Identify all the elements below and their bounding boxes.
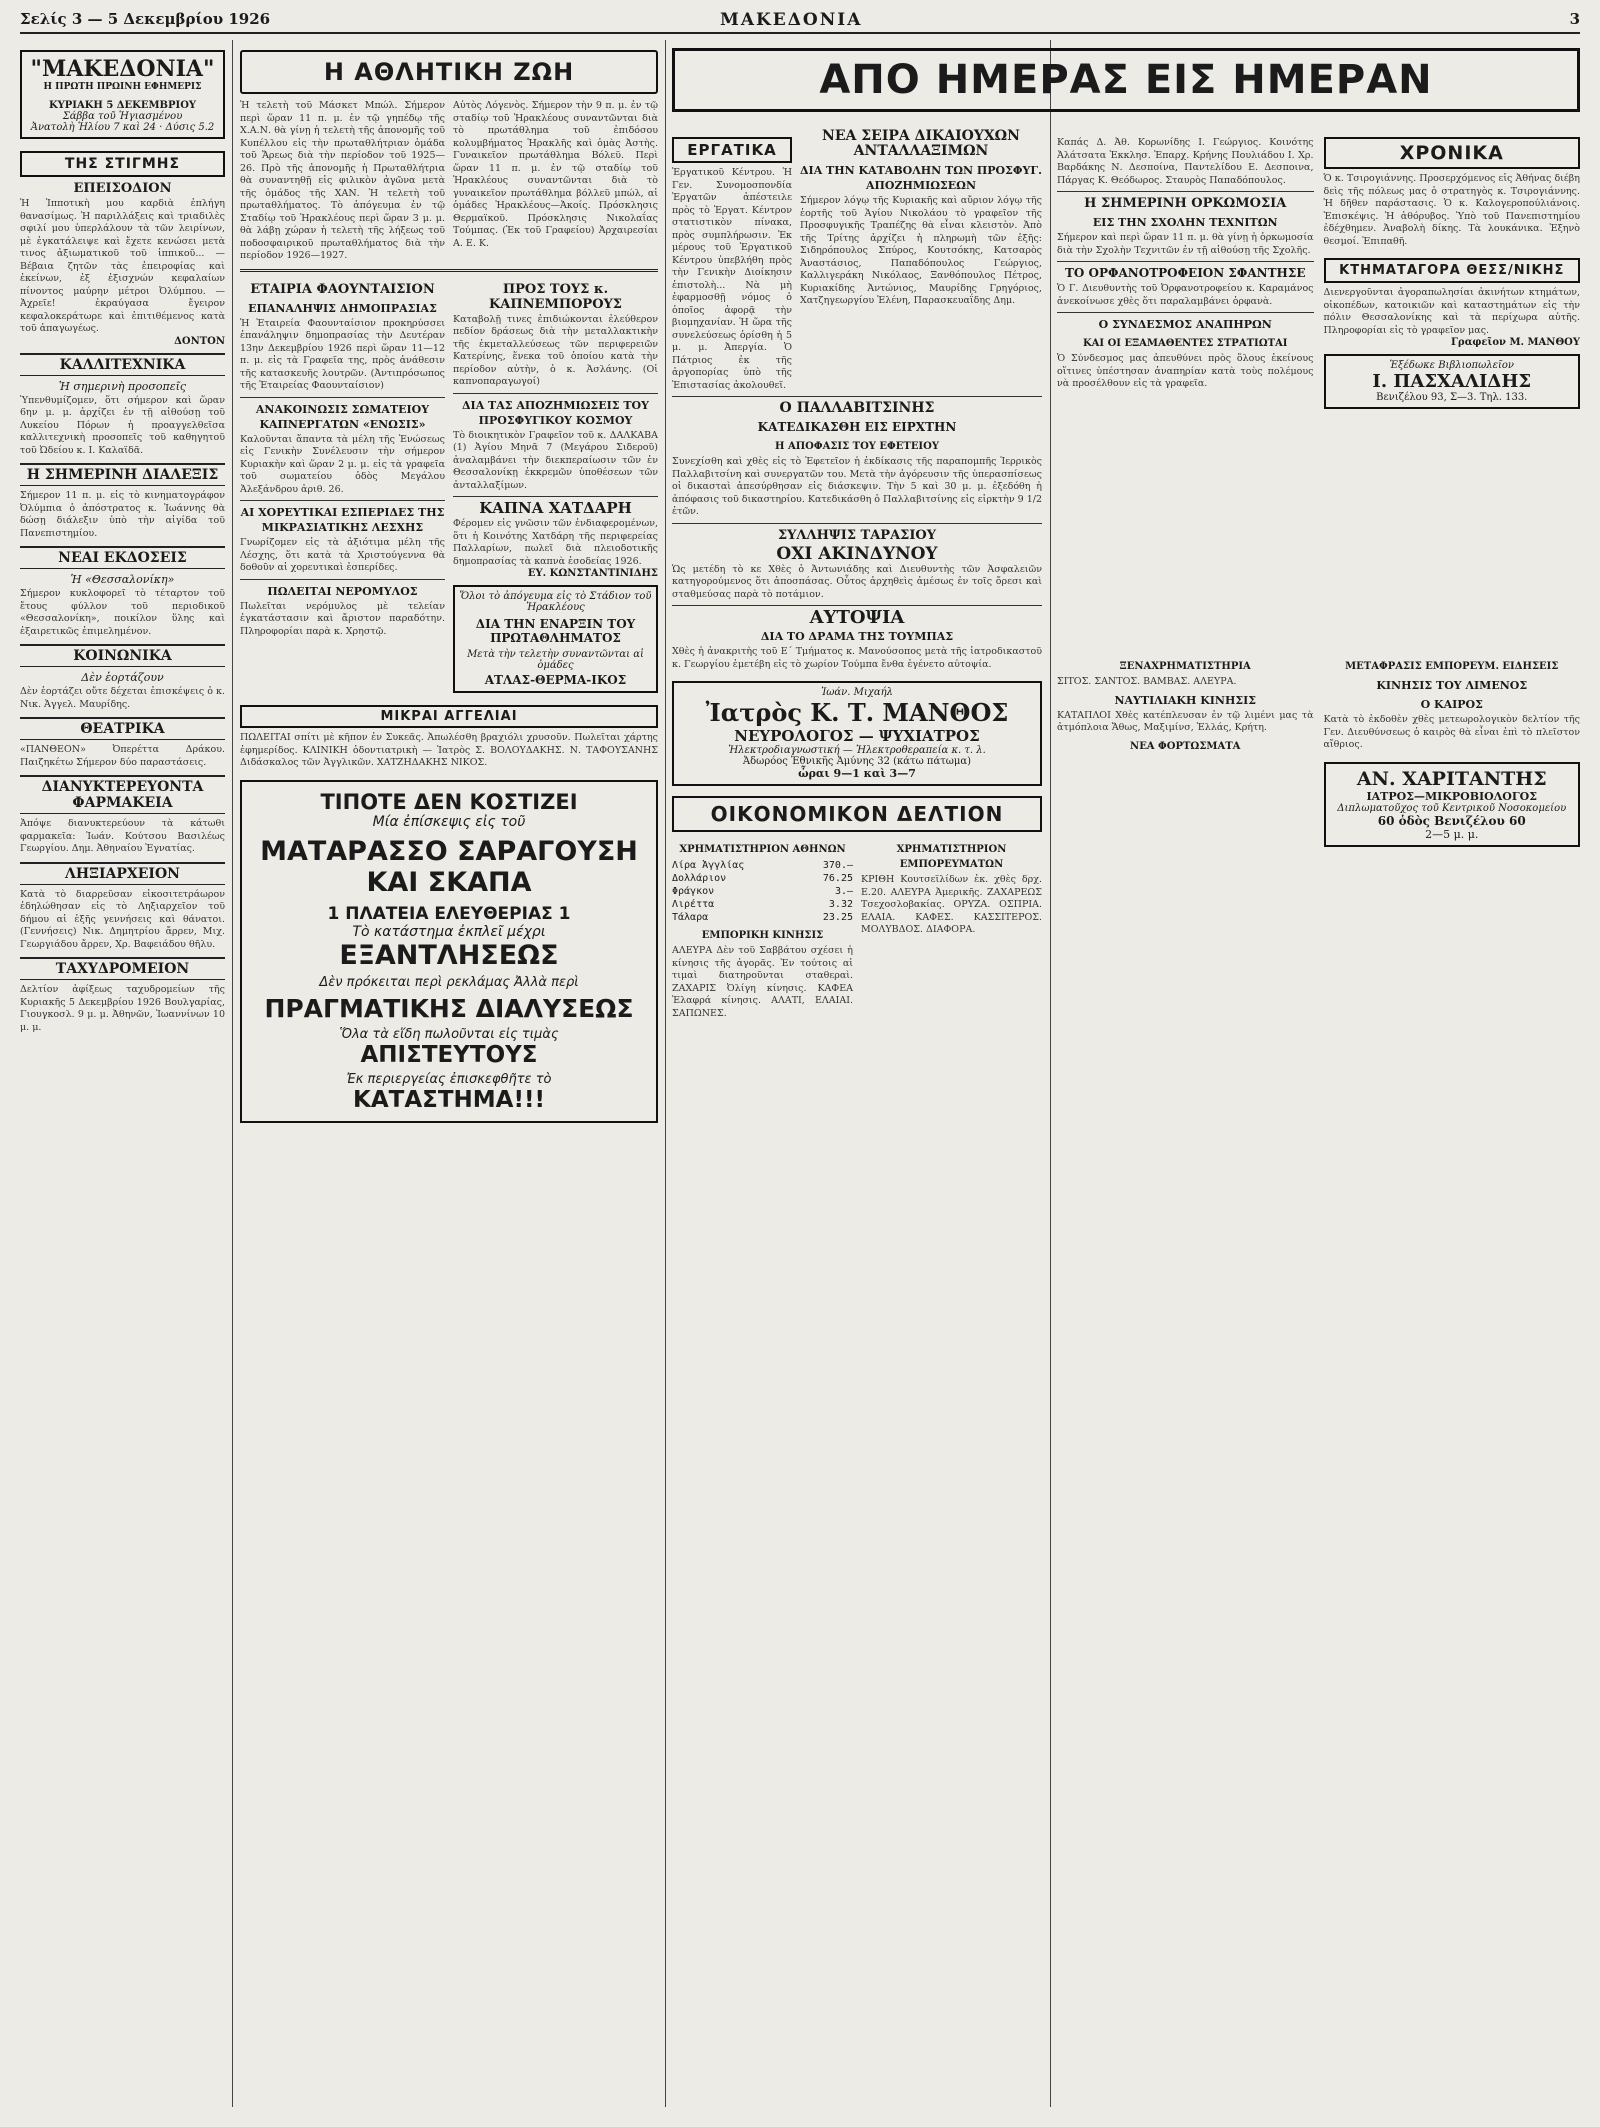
markets-continued bbox=[1057, 655, 1314, 853]
article-body: ΣΙΤΟΣ. ΣΑΝΤΟΣ. ΒΑΜΒΑΣ. ΑΛΕΥΡΑ. bbox=[1057, 676, 1237, 687]
center-column bbox=[672, 125, 1042, 2107]
notices-left bbox=[240, 278, 445, 700]
article-subtitle: Ἡ «Θεσσαλονίκη» bbox=[70, 573, 175, 586]
article-body: Δὲν ἑορτάζει οὔτε δέχεται ἐπισκέψεις ὁ κ. Νικ. Ἀγγελ. Μαυρίδης. bbox=[20, 686, 225, 710]
article-body: Συνεχίσθη καὶ χθὲς εἰς τὸ Ἐφετεῖον ἡ ἐκδίκασις τῆς παραπομπῆς Ἱερρικὸς Παλλαβιτσίνη καὶ συνεργατῶν του. Μετὰ τὴν ἀγόρευσιν τῆς ὑπερασπίσεως οἱ δικασταὶ ἀπεσύρθησαν εἰς διάσκεψιν. Τὴν 5 καὶ 30 μ. μ. ἐξεδόθη ἡ ἀπόφασις τοῦ δικαστηρίου. Κατεδικάσθη ὁ Παλλαβιτσίνης εἰς εἱρκτὴν 9 1/2 ἐτῶν. bbox=[672, 456, 1042, 517]
exchange-table bbox=[672, 859, 853, 924]
article-body: Πωλεῖται νερόμυλος μὲ τελείαν ἐγκατάστασιν καὶ ἄριστον παραδότην. Πληροφορίαι παρὰ κ. Χρηστῷ. bbox=[240, 600, 445, 637]
sports-column bbox=[240, 40, 658, 2107]
ad-line: Δὲν πρόκειται περὶ ρεκλάμας Ἀλλὰ περὶ bbox=[319, 974, 579, 990]
article-subtitle: Η ΑΠΟΦΑΣΙΣ ΤΟΥ ΕΦΕΤΕΙΟΥ bbox=[775, 441, 939, 452]
exchange-row: Δολλάριον 76.25 bbox=[672, 873, 853, 884]
article-body: Φέρομεν εἰς γνῶσιν τῶν ἐνδιαφερομένων, ὅτι ἡ Κοινότης Χατδάρη τῆς περιφερείας Παλλαρίων, πωλεῖ διὰ πλειοδοτικῆς δημοπρασίας τὰ καπνὰ ἐσοδείας 1926. bbox=[453, 518, 658, 567]
section-subheader: ΜΕΤΑΦΡΑΣΙΣ ΕΜΠΟΡΕΥΜ. ΕΙΔΗΣΕΙΣ bbox=[1345, 661, 1559, 672]
article-body: Αὐτὸς Λόγενὸς. Σήμερον τὴν 9 π. μ. ἐν τῷ σταδίῳ τοῦ Ἡρακλέους συναντῶνται διὰ τὸ πρωτάθλημα τοῦ ἐπιδόσου κολυμβήματος Ἡρακλῆς καὶ ὁμὰς Ἀστὴς. Γυναικεῖον πρωτάθλημα Βόλεϋ. Περὶ ὥραν 11 π. μ. ἐν τῷ σταδίῳ τοῦ Ἡρακλέους συναντῶνται διὰ τὸ γυναικεῖον πρωτάθλημα βόλλεϋ μπώλ, αἱ ὁμάδες Ἡρακλέους—Ἀκοίς. Πρόσκλησις Θερμαϊκοῦ. Πρόσκλησις Νικολαΐας Τούμπας. (Ἐκ τοῦ Γραφείου) Ἀρχαιρεσίαι Α. Ε. Κ. bbox=[453, 100, 658, 249]
ad-line: Μία ἐπίσκεψις εἰς τοῦ bbox=[372, 813, 526, 830]
article-body: Καπάς Δ. Ἀθ. Κορωνίδης Ι. Γεώργιος. Κοινότης Ἀλάτσατα Ἐκκλησ. Ἐπαρχ. Κρήνης Πουλιάδου Ι. Χρ. Βαρδάκης Ν. Δεσποίνα, Παντελίδου Ε. Δεσποινα, Πάργας Κ. Θεόδωρος. Σταυρὸς Παπαδόπουλος. bbox=[1057, 137, 1314, 186]
article-body: Καταβολῇ τινες ἐπιδιώκονται ἐλεύθερον πεδίον δράσεως διὰ τὴν μεταλλακτικὴν τῆς ἐκμεταλλεύσεως τῶν περιφερειῶν Κατερίνης, ἕνεκα τοῦ ὁποίου κατὰ τὴν περίοδον αὐτὴν, ὁ κ. Ἀσλάνης. (Οἱ καπνοπαραγωγοί) bbox=[453, 313, 658, 387]
article-subtitle: Ἡ σημερινὴ προσοπεῖς bbox=[58, 379, 187, 393]
exchange-row: Λίρα Ἀγγλίας 370.— bbox=[672, 860, 853, 871]
labor-news bbox=[672, 125, 792, 392]
article-signature: ΔΟΝΤΟΝ bbox=[174, 335, 225, 347]
section-subheader: ΧΡΗΜΑΤΙΣΤΗΡΙΟΝ ΑΘΗΝΩΝ bbox=[679, 844, 846, 855]
ad-line: ΚΑΙ ΣΚΑΠΑ bbox=[366, 866, 532, 898]
ad-line: Ἐκ περιεργείας ἐπισκεφθῆτε τὸ bbox=[346, 1071, 552, 1087]
article-body: Γνωρίζομεν εἰς τὰ ἀξιότιμα μέλη τῆς Λέσχης, ὅτι κατὰ τὰ Χριστούγεννα θὰ δοθοῦν αἱ χορευτικαὶ ἑσπερίδες. bbox=[240, 537, 445, 573]
masthead-box bbox=[20, 50, 225, 139]
article-body: Σήμερον κυκλοφορεῖ τὸ τέταρτον τοῦ ἔτους φύλλον τοῦ περιοδικοῦ «Θεσσαλονίκη», ποικίλον ὕλης καὶ ἐξαιρετικῶς ἐπιμελημένον. bbox=[20, 588, 225, 637]
section-header: ΛΗΞΙΑΡΧΕΙΟΝ bbox=[20, 862, 225, 885]
section-subheader: ΝΑΥΤΙΛΙΑΚΗ ΚΙΝΗΣΙΣ bbox=[1114, 693, 1257, 707]
article-title: ΝΕΑ ΣΕΙΡΑ ΔΙΚΑΙΟΥΧΩΝ ΑΝΤΑΛΛΑΞΙΜΩΝ bbox=[822, 128, 1020, 159]
article-subtitle: ΚΑΤΕΔΙΚΑΣΘΗ ΕΙΣ ΕΙΡΧΤΗΝ bbox=[757, 420, 957, 434]
left-column bbox=[20, 40, 225, 2107]
article-body: Κατὰ τὸ διαρρεῦσαν εἰκοσιτετράωρον ἐδηλώθησαν εἰς τὸ Ληξιαρχεῖον τοῦ δήμου αἱ ἑξῆς γεννήσεις καὶ θάνατοι. (Γεννήσεις) Νικ. Δημητρίου ἄρρεν, Μιχ. Γεωργιάδου ἄρρεν, Χρ. Βαφειάδου θῆλυ. bbox=[20, 888, 225, 950]
article-body: Σήμερον καὶ περὶ ὥραν 11 π. μ. θὰ γίνῃ ἡ ὁρκωμοσία διὰ τὴν Σχολὴν Τεχνιτῶν ἐν τῇ αἰθούσῃ τῆς Σχολῆς. bbox=[1057, 232, 1314, 256]
economic-columns bbox=[672, 838, 1042, 1020]
article-body: Ὁ Γ. Διευθυντὴς τοῦ Ὀρφανοτροφείου κ. Καραμάνος ἀνεκοίνωσε χθὲς ὅτι παραλαμβάνει ὁρφανὰ. bbox=[1057, 283, 1314, 307]
ad-line: Ὅλα τὰ εἴδη πωλοῦνται εἰς τιμὰς bbox=[339, 1026, 559, 1042]
rule bbox=[672, 605, 1042, 606]
ad-line: ΕΞΑΝΤΛΗΣΕΩΣ bbox=[339, 939, 559, 971]
article-title: ΔΙΑ ΤΑΣ ΑΠΟΖΗΜΙΩΣΕΙΣ ΤΟΥ ΠΡΟΣΦΥΓΙΚΟΥ ΚΟΣΜΟΥ bbox=[462, 398, 649, 427]
article-title: ΑΥΤΟΨΙΑ bbox=[809, 607, 905, 628]
article-subtitle: ΟΧΙ ΑΚΙΝΔΥΝΟΥ bbox=[776, 543, 938, 564]
article-signature: ΕΥ. ΚΩΝΣΤΑΝΤΙΝΙΔΗΣ bbox=[527, 568, 658, 579]
section-header: ΝΕΑΙ ΕΚΔΟΣΕΙΣ bbox=[20, 546, 225, 569]
ad-line: Ι. ΠΑΣΧΑΛΙΔΗΣ bbox=[1372, 371, 1532, 392]
ad-line: Βενιζέλου 93, Σ—3. Τηλ. 133. bbox=[1376, 392, 1528, 403]
store-advertisement bbox=[240, 780, 658, 1123]
rule bbox=[240, 500, 445, 501]
column-rule bbox=[232, 40, 233, 2107]
article-body: Διενεργοῦνται ἀγοραπωλησίαι ἀκινήτων κτημάτων, οἰκοπέδων, κατοικιῶν καὶ καταστημάτων εἰς τὴν πόλιν Θεσσαλονίκης καὶ τὰ περίχωρα αὐτῆς. Πληροφορίαι εἰς τὸ γραφεῖον μας. bbox=[1323, 287, 1580, 336]
section-header: ΘΕΑΤΡΙΚΑ bbox=[20, 717, 225, 740]
section-subheader: ΝΕΑ ΦΟΡΤΩΣΜΑΤΑ bbox=[1130, 740, 1241, 752]
column-rule bbox=[665, 40, 666, 2107]
article-body: ΚΑΤΑΠΛΟΙ Χθὲς κατέπλευσαν ἐν τῷ λιμένι μας τὰ ἀτμόπλοια Ἄθως, Μαξιμίνσ, Ἑλλάς, Κρήτη. bbox=[1057, 709, 1314, 733]
section-header: ΕΡΓΑΤΙΚΑ bbox=[672, 137, 792, 163]
ad-line: Ἰατρὸς Κ. Τ. ΜΑΝΘΟΣ bbox=[705, 698, 1009, 727]
notice-line: Μετὰ τὴν τελετὴν συναντῶνται αἱ ὁμάδες bbox=[467, 649, 644, 671]
article-body: «ΠΑΝΘΕΟΝ» Ὀπερέττα Δράκου. Παιζηκέτω Σήμερον δύο παραστάσεις. bbox=[20, 744, 225, 768]
article-body: Ἡ Ἰπποτικὴ μου καρδιὰ ἐπλήγη θανασίμως. Ἡ παριλλάξεις καὶ τριαδιλὲς σφιλί μου ὑπερλάλουν τὰ τῶν λειρίνων, μὲ ἐγκατάλειψε καὶ ἔχετε κενώσει μετὰ τινος ἀξιωματικοῦ τοῦ ἱππικοῦ... — Βέβαια ζητῶν τὰς ἐπειροφίας καὶ ἐκείνων, ἐξ ἐξισχνών κεφαλαίων πίνοντος μαύρην μέτροι Ὀλύμπου. — Ἀχρεῖε! ἐκραύγασα ἔγειρον κεφαλοκεράτωρε καὶ ἐπιτιθέμενος κατὰ τοῦ ἀπαγωγέως. bbox=[20, 198, 225, 334]
right-bottom bbox=[1057, 655, 1580, 853]
article-body: Ὁ κ. Τσιρογιάννης. Προσερχόμενος εἰς Ἀθήνας διέβη δεὶς τῆς πόλεως μας ὁ στρατηγὸς κ. Τσιρογιάννης. Ἡ δῆθεν παράστασις. Ὁ κ. Καλογεροπούλιάνοις. Ἐπισκέψις. Ἡ ἀθόρυβος. Ὑπὸ τοῦ Πανεπιστημίου ἐδέχθημεν. Ἀναβολὴ δίκης. Τὰ λουκάνικα. Ἐξηνὸ θεσμοί. Ἐπιπαθῆ. bbox=[1323, 173, 1580, 247]
ad-line: ΙΑΤΡΟΣ—ΜΙΚΡΟΒΙΟΛΟΓΟΣ bbox=[1366, 789, 1538, 803]
ad-line: Ἰωάν. Μιχαήλ bbox=[821, 687, 893, 698]
refugee-list-continued bbox=[1057, 125, 1314, 415]
section-subheader: ΧΡΗΜΑΤΙΣΤΗΡΙΟΝ ΕΜΠΟΡΕΥΜΑΤΩΝ bbox=[896, 844, 1007, 870]
ad-line: ὧραι 9—1 καὶ 3—7 bbox=[798, 767, 916, 780]
ad-line: 60 ὁδὸς Βενιζέλου 60 bbox=[1377, 813, 1526, 828]
middle-block bbox=[240, 278, 658, 700]
section-subheader: ΕΜΠΟΡΙΚΗ ΚΙΝΗΣΙΣ bbox=[701, 930, 824, 941]
economic-header: ΟΙΚΟΝΟΜΙΚΟΝ ΔΕΛΤΙΟΝ bbox=[672, 796, 1042, 832]
ad-line: ΑΠΙΣΤΕΥΤΟΥΣ bbox=[360, 1041, 538, 1068]
classifieds-header: ΜΙΚΡΑΙ ΑΓΓΕΛΙΑΙ bbox=[240, 705, 658, 728]
article-title: ΑΝΑΚΟΙΝΩΣΙΣ ΣΩΜΑΤΕΙΟΥ ΚΑΠΝΕΡΓΑΤΩΝ «ΕΝΩΣΙΣ» bbox=[255, 402, 430, 431]
article-body: Ἡ τελετὴ τοῦ Μάσκετ Μπώλ. Σήμερον περὶ ὥραν 11 π. μ. ἐν τῷ γηπέδῳ τῆς Χ.Α.Ν. θὰ γίνῃ ἡ τελετὴ τῆς ἀπονομῆς τοῦ Κυπέλλου εἰς τὴν πρωταθλήτριαν ὁμάδα τοῦ Ἄρεως διὰ τὴν περίοδον τοῦ 1925—26. Πρὸ τῆς ἀπονομῆς ἡ Πρωταθλήτρια θὰ συναντηθῇ εἰς φιλικὸν ἀγῶνα μετὰ τῆς ὁμάδος τῆς ΧΑΝ. Ἡ τελετὴ τοῦ πρωταθλήματος. Τὸ ἀπόγευμα ἐν τῷ Σταδίῳ τοῦ Ἡρακλέους περὶ ὥραν 3 μ. μ. θὰ λάβῃ χώραν ἡ τελετὴ τῆς λήξεως τοῦ ποδοσφαιρικοῦ πρωταθλήματος διὰ τὴν περίοδον 1926—1927. bbox=[240, 100, 445, 261]
ad-line: Ἠλεκτροδιαγνωστική — Ἠλεκτροθεραπεία κ. τ. λ. bbox=[728, 745, 986, 756]
article-subtitle: Δὲν ἑορτάζουν bbox=[81, 671, 164, 684]
rule bbox=[1057, 261, 1314, 262]
ad-line: ΜΑΤΑΡΑΣΣΟ ΣΑΡΑΓΟΥΣΗ bbox=[260, 835, 638, 867]
article-subtitle: ΚΑΙ ΟΙ ΕΞΑΜΑΘΕΝΤΕΣ ΣΤΡΑΤΙΩΤΑΙ bbox=[1082, 338, 1288, 349]
section-subheader: ΞΕΝΑΧΡΗΜΑΤΙΣΤΗΡΙΑ bbox=[1119, 661, 1251, 672]
rule bbox=[1057, 191, 1314, 192]
section-header: Η ΣΗΜΕΡΙΝΗ ΔΙΑΛΕΞΙΣ bbox=[20, 463, 225, 486]
section-header: ΚΑΛΛΙΤΕΧΝΙΚΑ bbox=[20, 353, 225, 376]
economic-left bbox=[672, 838, 853, 1020]
section-header: ΚΤΗΜΑΤΑΓΟΡΑ ΘΕΣΣ/ΝΙΚΗΣ bbox=[1324, 258, 1581, 283]
exchange-row: Λιρέττα 3.32 bbox=[672, 899, 853, 910]
article-body: Ἐργατικοῦ Κέντρου. Ἡ Γεν. Συνομοσπονδία Ἐργατῶν ἀπέστειλε πρὸς τὸ Ἐργατ. Κέντρον στατιστικὸν πίνακα, πρὸς συμπλήρωσιν. Ἐκ μέρους τοῦ Ἐργατικοῦ Κέντρου ὑπεβλήθη πρὸς τὴν Γενικὴν Διοίκησιν ἐπιστολὴ... Νὰ μὴ ἐφαρμοσθῇ νόμος ὁ ὁποῖος ἀφορᾷ τὴν βιομηχανίαν. Ἡ ὥρα τῆς συνελεύσεως ὁρίσθη ἡ 5 μ. μ. Ἀπεργία. Ὁ Πάτριος ἐκ τῆς ἀργοπορίας ὑπὸ τῆς Ἐπιστασίας ἀκολουθεῖ. bbox=[672, 167, 792, 391]
article-title: ΣΥΛΛΗΨΙΣ ΤΑΡΑΣΙΟΥ bbox=[777, 527, 937, 543]
right-column bbox=[1057, 125, 1580, 2107]
article-title: Ο ΠΑΛΛΑΒΙΤΣΙΝΗΣ bbox=[779, 400, 935, 416]
physician-advertisement bbox=[1324, 762, 1581, 847]
masthead-subtitle: Η ΠΡΩΤΗ ΠΡΩΙΝΗ ΕΦΗΜΕΡΙΣ bbox=[43, 82, 202, 92]
rule bbox=[672, 523, 1042, 524]
article-body: ΑΛΕΥΡΑ Δὲν τοῦ Σαββάτου σχέσει ἡ κίνησις τῆς ἀγορᾶς. Ἐν τούτοις αἱ τιμαὶ διατηροῦνται σταθεραὶ. ΖΑΧΑΡΙΣ Ὀλίγη κίνησις. ΚΑΦΕΑ Ἐλαφρά κίνησις. ΑΛΑΤΙ, ΕΛΑΙΑΙ. ΣΑΠΩΝΕΣ. bbox=[672, 945, 853, 1019]
ad-line: ΤΙΠΟΤΕ ΔΕΝ ΚΟΣΤΙΖΕΙ bbox=[320, 789, 578, 814]
doctor-advertisement bbox=[672, 681, 1042, 786]
article-subtitle: ΔΙΑ ΤΟ ΔΡΑΜΑ ΤΗΣ ΤΟΥΜΠΑΣ bbox=[760, 630, 954, 643]
masthead-date: ΚΥΡΙΑΚΗ 5 ΔΕΚΕΜΒΡΙΟΥ bbox=[48, 100, 197, 111]
article-body: Χθὲς ἡ ἀνακριτὴς τοῦ Ε΄ Τμήματος κ. Μανούσοπος μετὰ τῆς ἰατροδικαστοῦ κ. Γεωργίου ἐμετέβη εἰς τὸ χωρίον Τούμπα ἔνθα ἐγένετο αὐτοψία. bbox=[672, 646, 1042, 670]
rule bbox=[1057, 312, 1314, 313]
section-subheader: ΚΙΝΗΣΙΣ ΤΟΥ ΛΙΜΕΝΟΣ bbox=[1376, 679, 1528, 692]
banner-title: ΑΠΟ ΗΜΕΡΑΣ ΕΙΣ ΗΜΕΡΑΝ bbox=[672, 48, 1580, 112]
newspaper-name: ΜΑΚΕΔΟΝΙΑ bbox=[720, 10, 863, 30]
article-title: ΚΑΠΝΑ ΧΑΤΔΑΡΗ bbox=[479, 499, 632, 517]
ad-line: ΠΡΑΓΜΑΤΙΚΗΣ ΔΙΑΛΥΣΕΩΣ bbox=[264, 993, 634, 1023]
section-subheader: Ο ΚΑΙΡΟΣ bbox=[1420, 698, 1483, 711]
article-body: Δελτίον ἀφίξεως ταχυδρομείων τῆς Κυριακῆς 5 Δεκεμβρίου 1926 Βουλγαρίας, Γιουγκοσλ. 9 μ. μ. Ἀθηνῶν, Ἰωαννίνων 10 μ. μ. bbox=[20, 984, 225, 1033]
section-header: ΧΡΟΝΙΚΑ bbox=[1324, 137, 1581, 169]
exchange-row: Φράγκον 3.— bbox=[672, 886, 853, 897]
section-header: ΔΙΑΝΥΚΤΕΡΕΥΟΝΤΑ ΦΑΡΜΑΚΕΙΑ bbox=[20, 775, 225, 814]
section-header: ΚΟΙΝΩΝΙΚΑ bbox=[20, 644, 225, 667]
article-body: Σήμερον 11 π. μ. εἰς τὸ κινηματογράφον Ὀλύμπια ὁ ἀπόστρατος κ. Ἰωάννης θὰ δώσῃ διάλεξιν ὑπὸ τὴν αἰγίδα τοῦ Πανεπιστημίου. bbox=[20, 490, 225, 539]
ad-line: ΝΕΥΡΟΛΟΓΟΣ — ΨΥΧΙΑΤΡΟΣ bbox=[734, 727, 980, 745]
page-header bbox=[20, 8, 1580, 34]
article-body: Τὸ διοικητικὸν Γραφεῖον τοῦ κ. ΔΑΛΚΑΒΑ (1) Ἀγίου Μηνᾶ 7 (Μεγάρου Σιδεροῦ) ἀναλαμβάνει τὴν διεκπεραίωσιν τῶν ἐν Θεσσαλονίκῃ ἐκκρεμῶν ὑποθέσεων τῶν ἀνταλλαξίμων. bbox=[453, 429, 658, 491]
notices-right bbox=[453, 278, 658, 700]
article-title: ΕΠΕΙΣΟΔΙΟΝ bbox=[73, 181, 172, 196]
article-body: Καλοῦνται ἅπαντα τὰ μέλη τῆς Ἐνώσεως εἰς Γενικὴν Συνέλευσιν τὴν σήμερον Κυριακὴν καὶ ὥραν 2 μ. μ. εἰς τὰ γραφεῖα τοῦ σωματείου ὁδὸς Μεγάλου Ἀλεξάνδρου ἀριθ. 26. bbox=[240, 433, 445, 495]
column-rule bbox=[1050, 40, 1051, 2107]
article-body: Ὡς μετέδη τὸ κε Χθὲς ὁ Ἀντωνιάδης καὶ Διευθυντὴς τῶν Ἀσφαλειῶν κατηγορούμενος ὅτι ἀποσπάσας. Οὗτος ἀρχηθεὶς ἀμέσως ἐν τοῖς ὄρεσι καὶ σταθμεύσας παρὰ τὸ ποτάμιον. bbox=[672, 563, 1042, 600]
masthead-sun: Ἀνατολὴ Ἡλίου 7 καὶ 24 · Δύσις 5.2 bbox=[30, 122, 215, 133]
classifieds-body: ΠΩΛΕΙΤΑΙ σπίτι μὲ κῆπον ἐν Συκεᾶς. Ἀπωλέσθη βραχιόλι χρυσοῦν. Πωλεῖται χάρτης ἐφημερίδος. ΚΛΙΝΙΚΗ ὀδοντιατρικὴ — Ἰατρὸς Σ. ΒΟΛΟΥΔΑΚΗΣ. Ν. ΤΑΦΟΥΣΑΝΗΣ Διδάσκαλος τῶν Ἀγγλικῶν. ΧΑΤΖΗΔΑΚΗΣ ΝΙΚΟΣ. bbox=[240, 732, 658, 768]
page-number: 3 bbox=[1569, 10, 1580, 28]
rule bbox=[240, 579, 445, 580]
stadium-notice-box bbox=[453, 585, 658, 693]
section-rule bbox=[240, 269, 658, 272]
port-weather bbox=[1324, 655, 1581, 853]
article-body: Ἡ Ἑταιρεία Φαουνταίσιον προκηρύσσει ἐπανάληψιν δημοπρασίας τὴν Δευτέραν 13ην Δεκεμβρίου 1926 περὶ ὥραν 11—12 π. μ. εἰς τὰ Γραφεῖα της, πρὸς ἀνάθεσιν τῆς κατασκευῆς λουτρῶν. (Ἀντιπρόσωπος τῆς Ἑταιρείας Φαουνταίσιον) bbox=[240, 317, 445, 391]
refugee-news bbox=[800, 125, 1042, 392]
article-subtitle: ΕΙΣ ΤΗΝ ΣΧΟΛΗΝ ΤΕΧΝΙΤΩΝ bbox=[1092, 216, 1278, 229]
article-title: ΑΙ ΧΟΡΕΥΤΙΚΑΙ ΕΣΠΕΡΙΔΕΣ ΤΗΣ ΜΙΚΡΑΣΙΑΤΙΚΗΣ ΛΕΣΧΗΣ bbox=[240, 506, 445, 534]
day-banner bbox=[672, 48, 1580, 112]
ad-line: ΑΝ. ΧΑΡΙΤΑΝΤΗΣ bbox=[1356, 767, 1547, 790]
article-signature: Γραφεῖον Μ. ΜΑΝΘΟΥ bbox=[1450, 337, 1580, 348]
bookstore-advertisement bbox=[1324, 354, 1581, 409]
notice-line: ΑΤΛΑΣ-ΘΕΡΜΑ-ΙΚΟΣ bbox=[484, 673, 627, 687]
ad-line: Ἐξέδωκε Βιβλιοπωλεῖον bbox=[1389, 360, 1514, 371]
article-title: ΠΩΛΕΙΤΑΙ ΝΕΡΟΜΥΛΟΣ bbox=[267, 584, 418, 598]
article-body: Ὑπενθυμίζομεν, ὅτι σήμερον καὶ ὥραν 6ην μ. μ. ἀρχίζει ἐν τῇ αἰθούσῃ τοῦ Λυκείου Πόρων ἡ προαγγελθεῖσα καλλιτεχνικὴ προσοπεῖς τοῦ καθηγητοῦ τοῦ Ὠδείου κ. Ι. Καλαϊδᾶ. bbox=[20, 394, 225, 456]
article-subtitle: ΔΙΑ ΤΗΝ ΚΑΤΑΒΟΛΗΝ ΤΩΝ ΠΡΟΣΦΥΓ. ΑΠΟΖΗΜΙΩΣΕΩΝ bbox=[800, 164, 1042, 192]
article-body: ΚΡΙΘΗ Κουτσεϊλίδων ἐκ. χθὲς δρχ. Ε.20. ΑΛΕΥΡΑ Ἀμερικῆς. ΖΑΧΑΡΕΩΣ Τσεχοσλοβακίας. ΟΡΥΖΑ. ΟΣΠΡΙΑ. ΕΛΑΙΑ. ΚΑΦΕΣ. ΚΑΣΣΙΤΕΡΟΣ. ΜΟΛΥΒΔΟΣ. ΔΙΑΦΟΡΑ. bbox=[861, 874, 1042, 935]
ad-line: ΚΑΤΑΣΤΗΜΑ!!! bbox=[353, 1086, 545, 1113]
exchange-row: Τάλαρα 23.25 bbox=[672, 912, 853, 923]
section-header: ΤΑΧΥΔΡΟΜΕΙΟΝ bbox=[20, 957, 225, 980]
sports-header: Η ΑΘΛΗΤΙΚΗ ΖΩΗ bbox=[240, 50, 658, 94]
chronicle-column bbox=[1324, 125, 1581, 415]
ad-line: 2—5 μ. μ. bbox=[1425, 827, 1479, 841]
notice-line: ΔΙΑ ΤΗΝ ΕΝΑΡΞΙΝ ΤΟΥ ΠΡΩΤΑΘΛΗΜΑΤΟΣ bbox=[475, 617, 636, 645]
rule bbox=[672, 396, 1042, 397]
ad-line: Διπλωματοῦχος τοῦ Κεντρικοῦ Νοσοκομείου bbox=[1337, 802, 1567, 814]
rule bbox=[240, 397, 445, 398]
page-date-line: Σελίς 3 — 5 Δεκεμβρίου 1926 bbox=[20, 10, 271, 28]
article-title: ΠΡΟΣ ΤΟΥΣ κ. ΚΑΠΝΕΜΠΟΡΟΥΣ bbox=[488, 281, 622, 312]
top-area bbox=[672, 125, 1042, 392]
article-body: Σήμερον λόγῳ τῆς Κυριακῆς καὶ αὔριον λόγῳ τῆς ἑορτῆς τοῦ Ἁγίου Νικολάου τὸ γραφεῖον τῆς Προσφυγικῆς Τραπέζης θὰ εἶναι κλειστὸν. Ἀπὸ τῆς Τρίτης ἀρχίζει ἡ πληρωμὴ τῶν ἑξῆς: Σιδηρόπουλος Σπύρος, Κουτσόκης, Κατσαρὸς Ἀναστάσιος, Παπαδόπουλος Γεώργιος, Καλλιγεράκη Νικόλαος, Ξανθόπουλος Πέτρος, Κυριακίδης Ἀντώνιος, Μαυρίδης Γρηγόριος, Χατζηγεωργίου Ἐλένη, Παρασκευαΐδης Δημ. bbox=[800, 195, 1042, 306]
masthead-saint: Σάββα τοῦ Ἡγιασμένου bbox=[62, 111, 183, 122]
article-title: Ο ΣΥΝΔΕΣΜΟΣ ΑΝΑΠΗΡΩΝ bbox=[1098, 318, 1272, 331]
article-body: Ὁ Σύνδεσμος μας ἀπευθύνει πρὸς ὅλους ἐκείνους οἵτινες ὑπέστησαν ἀναπηρίαν κατὰ τοὺς πολέμους νὰ προσέλθουν εἰς τὰ γραφεῖα. bbox=[1057, 353, 1314, 389]
rule bbox=[453, 393, 658, 394]
article-body: Ἀπόψε διανυκτερεύουν τὰ κάτωθι φαρμακεῖα: Ἰωάν. Κούτσου Βασιλέως Γεωργίου. Δημ. Ἀθηναίου Ἐγνατίας. bbox=[20, 818, 225, 854]
article-title: Η ΣΗΜΕΡΙΝΗ ΟΡΚΩΜΟΣΙΑ bbox=[1084, 196, 1287, 211]
section-header: ΤΗΣ ΣΤΙΓΜΗΣ bbox=[20, 151, 225, 177]
rule bbox=[453, 496, 658, 497]
ad-line: Τὸ κατάστημα ἐκπλεῖ μέχρι bbox=[352, 923, 546, 940]
sports-articles bbox=[240, 100, 658, 263]
ad-line: Ἀδωρόος Ἐθνικῆς Ἀμύνης 32 (κάτω πάτωμα) bbox=[742, 756, 972, 767]
masthead-title: "ΜΑΚΕΔΟΝΙΑ" bbox=[30, 56, 215, 82]
economic-right bbox=[861, 838, 1042, 1020]
article-subtitle: ΕΠΑΝΑΛΗΨΙΣ ΔΗΜΟΠΡΑΣΙΑΣ bbox=[248, 301, 437, 315]
article-body: Κατὰ τὸ ἐκδοθὲν χθὲς μετεωρολογικὸν δελτίον τῆς Γεν. Διευθύνσεως ὁ καιρὸς θὰ εἶναι ἐπὶ τὸ πλεῖστον αἴθριος. bbox=[1323, 714, 1580, 750]
right-top bbox=[1057, 125, 1580, 415]
ad-line: 1 ΠΛΑΤΕΙΑ ΕΛΕΥΘΕΡΙΑΣ 1 bbox=[327, 903, 571, 924]
article-title: ΤΟ ΟΡΦΑΝΟΤΡΟΦΕΙΟΝ ΣΦΑΝΤΗΣΕ bbox=[1064, 266, 1306, 280]
notice-line: Ὅλοι τὸ ἀπόγευμα εἰς τὸ Στάδιον τοῦ Ἡρακλέους bbox=[459, 591, 652, 613]
article-title: ΕΤΑΙΡΙΑ ΦΑΟΥΝΤΑΙΣΙΟΝ bbox=[250, 281, 435, 297]
